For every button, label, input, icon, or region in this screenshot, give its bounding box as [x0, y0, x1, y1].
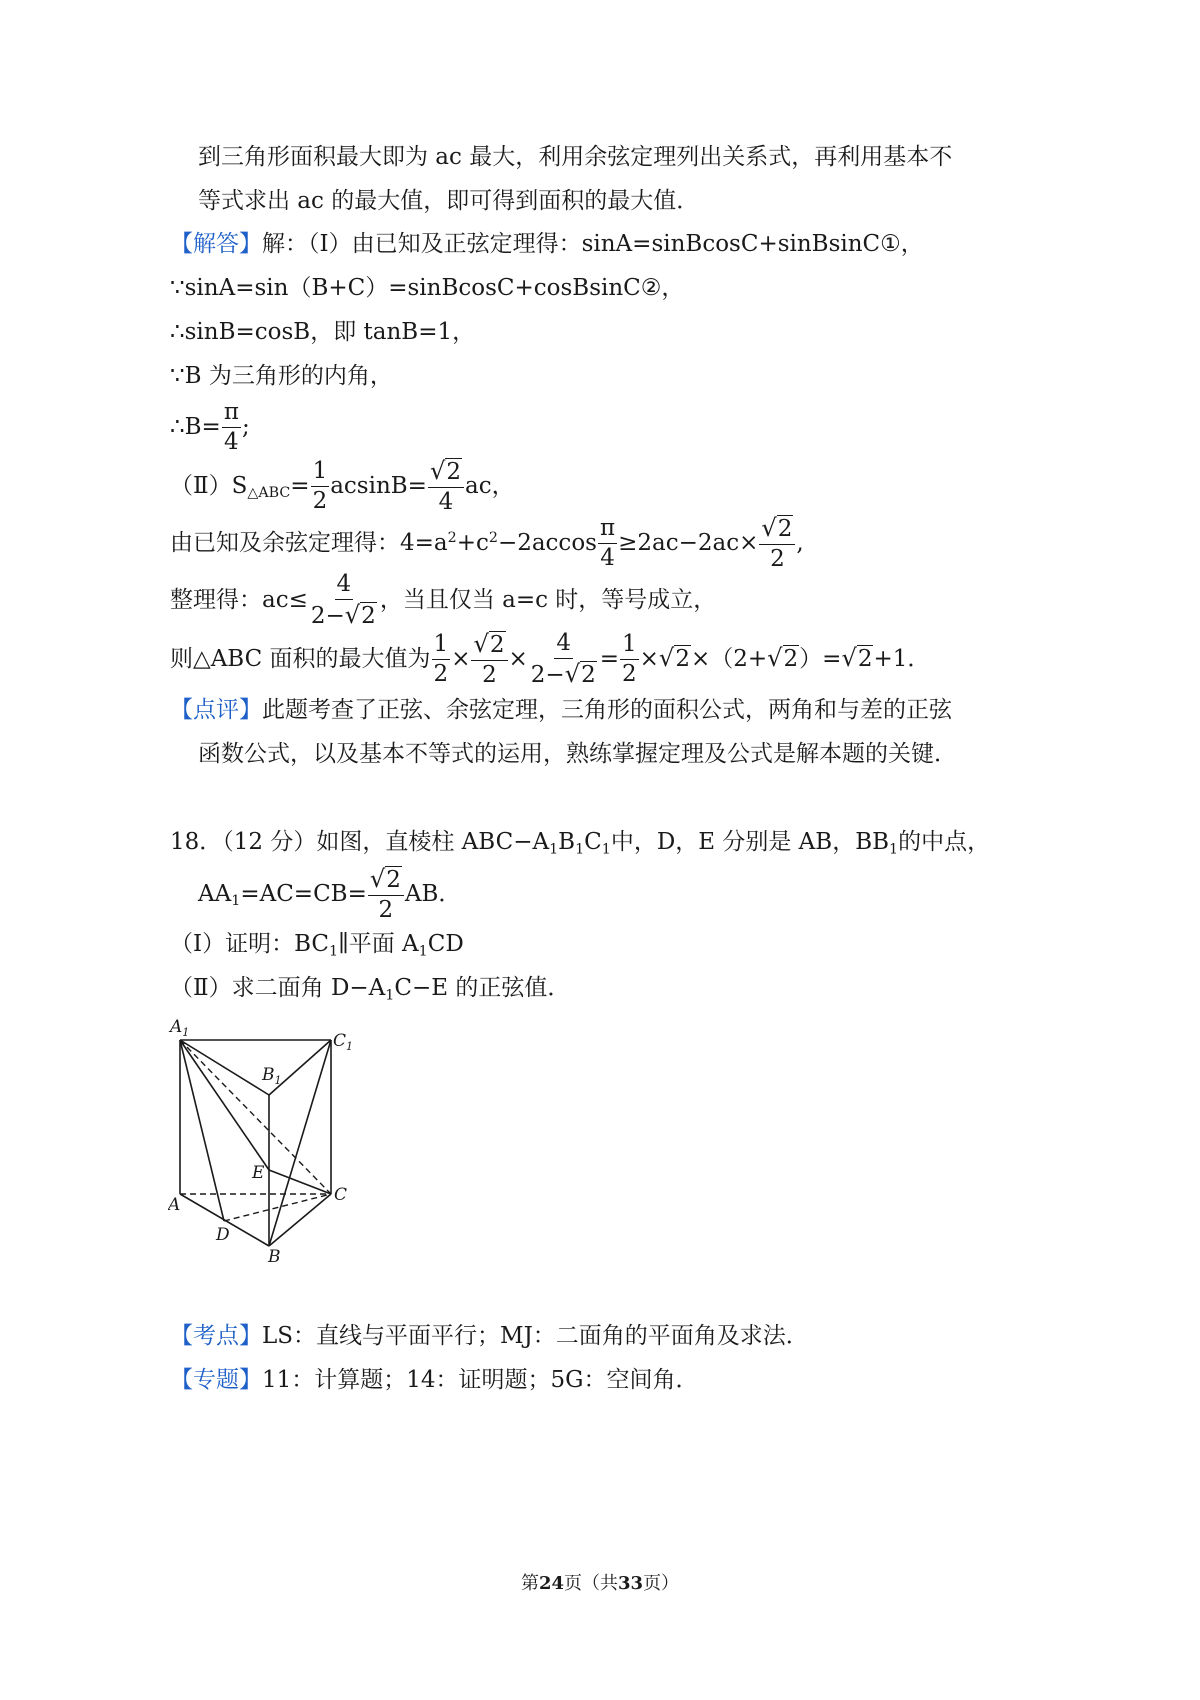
comment-text-1: 此题考查了正弦、余弦定理，三角形的面积公式，两角和与差的正弦 — [262, 697, 952, 723]
label-a1: $A_1$ — [170, 1017, 190, 1039]
sqrt-two: √2 — [344, 601, 376, 630]
knowledge-point-text: LS：直线与平面平行；MJ：二面角的平面角及求法． — [262, 1323, 809, 1349]
solution-line-4 — [170, 365, 393, 388]
fraction-numerator: 1 — [432, 632, 451, 660]
radicand: 2 — [777, 516, 793, 542]
q18-p1-text-a: （Ⅰ）证明：BC — [170, 931, 330, 957]
fraction-denominator: 2 — [622, 661, 637, 688]
subscript-1: 1 — [889, 841, 899, 858]
fraction-one-half — [620, 632, 639, 688]
fraction-numerator — [368, 866, 404, 896]
analysis-text-1: 到三角形面积最大即为 ac 最大，利用余弦定理列出关系式，再利用基本不 — [198, 144, 953, 170]
solution-line-9 — [170, 631, 930, 689]
topic-line — [170, 1369, 699, 1392]
subscript-1: 1 — [549, 841, 559, 858]
fraction-numerator: 4 — [554, 631, 573, 659]
fraction-numerator: 4 — [335, 572, 354, 600]
times-sign: × — [451, 645, 471, 672]
acsinb-text: acsinB= — [330, 472, 427, 499]
comment-line-1 — [170, 699, 952, 722]
cosine-law-text-b: +c — [456, 529, 489, 556]
equals-sign: = — [290, 472, 310, 499]
edge-a1-b1 — [180, 1040, 269, 1095]
q18-p2-text-b: C−E 的正弦值． — [394, 975, 571, 1001]
solution-text-2: ∵sinA=sin（B+C）=sinBcosC+cosBsinC②， — [170, 275, 685, 301]
label-b: B — [268, 1247, 281, 1267]
sqrt-two: √2 — [429, 457, 461, 485]
fraction-denominator: 2 — [312, 488, 328, 515]
subscript-1: 1 — [418, 943, 428, 960]
fraction-root2-over-2 — [759, 515, 795, 573]
q18-text-e: 的中点， — [898, 829, 991, 855]
subscript-1: 1 — [329, 943, 339, 960]
comment-text-2: 函数公式，以及基本不等式的运用，熟练掌握定理及公式是解本题的关键． — [198, 741, 957, 767]
comment-tag: 【点评】 — [170, 697, 262, 723]
sqrt-two: √2 — [369, 865, 401, 893]
label-c: C — [334, 1185, 348, 1205]
solution-tag: 【解答】 — [170, 231, 262, 257]
fraction-denominator: 4 — [438, 489, 454, 516]
solution-line-7 — [170, 515, 804, 573]
fraction-root2-over-2 — [368, 866, 404, 924]
radicand: 2 — [581, 662, 596, 689]
analysis-line-2 — [198, 190, 699, 213]
fraction-one-half — [311, 459, 330, 515]
label-d: D — [216, 1225, 230, 1245]
area-subscript: △ABC — [247, 485, 291, 502]
equality-condition-text: ，当且仅当 a=c 时，等号成立， — [379, 586, 717, 613]
solution-line-8 — [170, 572, 716, 630]
sqrt-two: √2 — [473, 630, 505, 658]
segment-a1-e — [180, 1040, 269, 1170]
radicand: 2 — [857, 645, 873, 672]
superscript-2: 2 — [488, 529, 498, 546]
subscript-1: 1 — [231, 893, 241, 910]
fraction-pi-over-4 — [222, 400, 241, 456]
radicand: 2 — [783, 645, 799, 672]
question-18-line-2 — [198, 866, 461, 924]
close-paren-equals: ）= — [799, 645, 842, 672]
q18b-text-a: AA — [198, 880, 232, 907]
fraction-denominator: 4 — [600, 545, 615, 572]
equals-sign: = — [599, 645, 619, 672]
fraction-denominator: 2 — [433, 661, 449, 688]
cosine-law-text-c: −2accos — [497, 529, 597, 556]
solution-line-3 — [170, 321, 475, 344]
sqrt-two: √2 — [841, 643, 873, 672]
segment-e-c — [269, 1170, 331, 1194]
fraction-numerator — [471, 631, 507, 661]
times-sign: × — [639, 645, 659, 672]
solution-text-3: ∴sinB=cosB，即 tanB=1， — [170, 319, 476, 345]
fraction-denominator: 2 — [770, 546, 785, 573]
sqrt-two: √2 — [564, 660, 596, 689]
label-c1: $C_1$ — [333, 1031, 354, 1053]
label-b1: $B_1$ — [262, 1065, 282, 1087]
solution-line-1 — [170, 233, 924, 256]
fraction-denominator: 2 — [482, 662, 497, 689]
max-area-text: 则△ABC 面积的最大值为 — [170, 645, 431, 672]
topic-tag: 【专题】 — [170, 1367, 262, 1393]
subscript-1: 1 — [601, 841, 611, 858]
line-end-semicolon: ; — [241, 413, 250, 440]
prism-figure — [168, 1010, 368, 1270]
topic-text: 11：计算题；14：证明题；5G：空间角． — [262, 1367, 699, 1393]
fraction-denominator — [309, 600, 379, 629]
page-number: 24 — [538, 1573, 564, 1594]
radicand: 2 — [446, 459, 461, 485]
area-end-text: ac， — [464, 472, 515, 499]
q18b-text-c: AB． — [404, 880, 462, 907]
fraction-numerator: 1 — [311, 459, 330, 487]
analysis-text-2: 等式求出 ac 的最大值，即可得到面积的最大值． — [198, 188, 700, 214]
sqrt-two: √2 — [658, 643, 690, 672]
label-a: A — [168, 1195, 181, 1215]
rearrange-text: 整理得：ac≤ — [170, 586, 308, 613]
solution-line-5 — [170, 400, 250, 456]
fraction-pi-over-4 — [598, 516, 617, 572]
fraction-numerator: π — [222, 400, 241, 428]
footer-mid: 页（共 — [564, 1573, 618, 1594]
cosine-law-text-a: 由已知及余弦定理得：4=a — [170, 529, 448, 556]
total-pages: 33 — [618, 1573, 644, 1594]
q18-text-c: C — [584, 829, 602, 855]
solution-text-4: ∵B 为三角形的内角， — [170, 363, 393, 389]
comment-line-2 — [198, 743, 957, 766]
footer-post: 页） — [643, 1573, 680, 1594]
knowledge-point-tag: 【考点】 — [170, 1323, 262, 1349]
two-minus: 2− — [310, 603, 345, 630]
times-paren-text: ×（2+ — [690, 645, 768, 672]
q18b-text-b: =AC=CB= — [240, 880, 367, 907]
superscript-2: 2 — [447, 529, 457, 546]
label-e: E — [252, 1163, 265, 1183]
q18-text-b: B — [558, 829, 576, 855]
solution-line-6 — [170, 458, 515, 516]
cosine-law-text-d: ≥2ac−2ac× — [618, 529, 759, 556]
q18-text-a: 18．（12 分）如图，直棱柱 ABC−A — [170, 829, 550, 855]
sqrt-two: √2 — [767, 643, 799, 672]
b-equals-label: ∴B= — [170, 413, 221, 440]
analysis-line-1 — [198, 146, 952, 169]
fraction-root2-over-2 — [471, 631, 507, 689]
times-sign: × — [508, 645, 528, 672]
subscript-1: 1 — [575, 841, 585, 858]
sqrt-two: √2 — [761, 514, 793, 542]
question-18-part-1 — [170, 933, 464, 959]
edge-b-c — [269, 1194, 331, 1246]
two-minus: 2− — [530, 662, 565, 689]
q18-p2-text-a: （Ⅱ）求二面角 D−A — [170, 975, 386, 1001]
subscript-1: 1 — [385, 987, 395, 1004]
fraction-numerator: π — [598, 516, 617, 544]
radicand: 2 — [361, 603, 376, 630]
fraction-numerator — [759, 515, 795, 545]
plus-one-text: +1． — [873, 645, 931, 672]
page-footer — [0, 1569, 1200, 1595]
knowledge-point-line — [170, 1325, 809, 1348]
fraction-denominator — [529, 659, 599, 688]
solution-line-2 — [170, 277, 684, 300]
fraction-4-over-2-minus-root2 — [309, 572, 379, 630]
area-label: （Ⅱ）S — [170, 472, 248, 499]
radicand: 2 — [489, 632, 505, 658]
fraction-numerator: 1 — [620, 632, 639, 660]
fraction-denominator: 4 — [224, 429, 239, 456]
q18-p1-text-c: CD — [427, 931, 464, 957]
fraction-one-half — [432, 632, 451, 688]
question-18-part-2 — [170, 977, 570, 1003]
solution-text-1: 解：（Ⅰ）由已知及正弦定理得：sinA=sinBcosC+sinBsinC①， — [262, 231, 924, 257]
fraction-denominator: 2 — [378, 897, 394, 924]
q18-p1-text-b: ∥平面 A — [338, 931, 419, 957]
fraction-numerator — [428, 458, 464, 488]
footer-pre: 第 — [520, 1573, 539, 1594]
question-18-line-1 — [170, 831, 990, 857]
fraction-4-over-2-minus-root2 — [529, 631, 599, 689]
fraction-root2-over-4 — [428, 458, 464, 516]
radicand: 2 — [675, 645, 690, 672]
line-end-comma: , — [796, 529, 804, 556]
q18-text-d: 中，D，E 分别是 AB，BB — [610, 829, 889, 855]
radicand: 2 — [386, 867, 401, 893]
segment-c1-b — [269, 1040, 331, 1246]
